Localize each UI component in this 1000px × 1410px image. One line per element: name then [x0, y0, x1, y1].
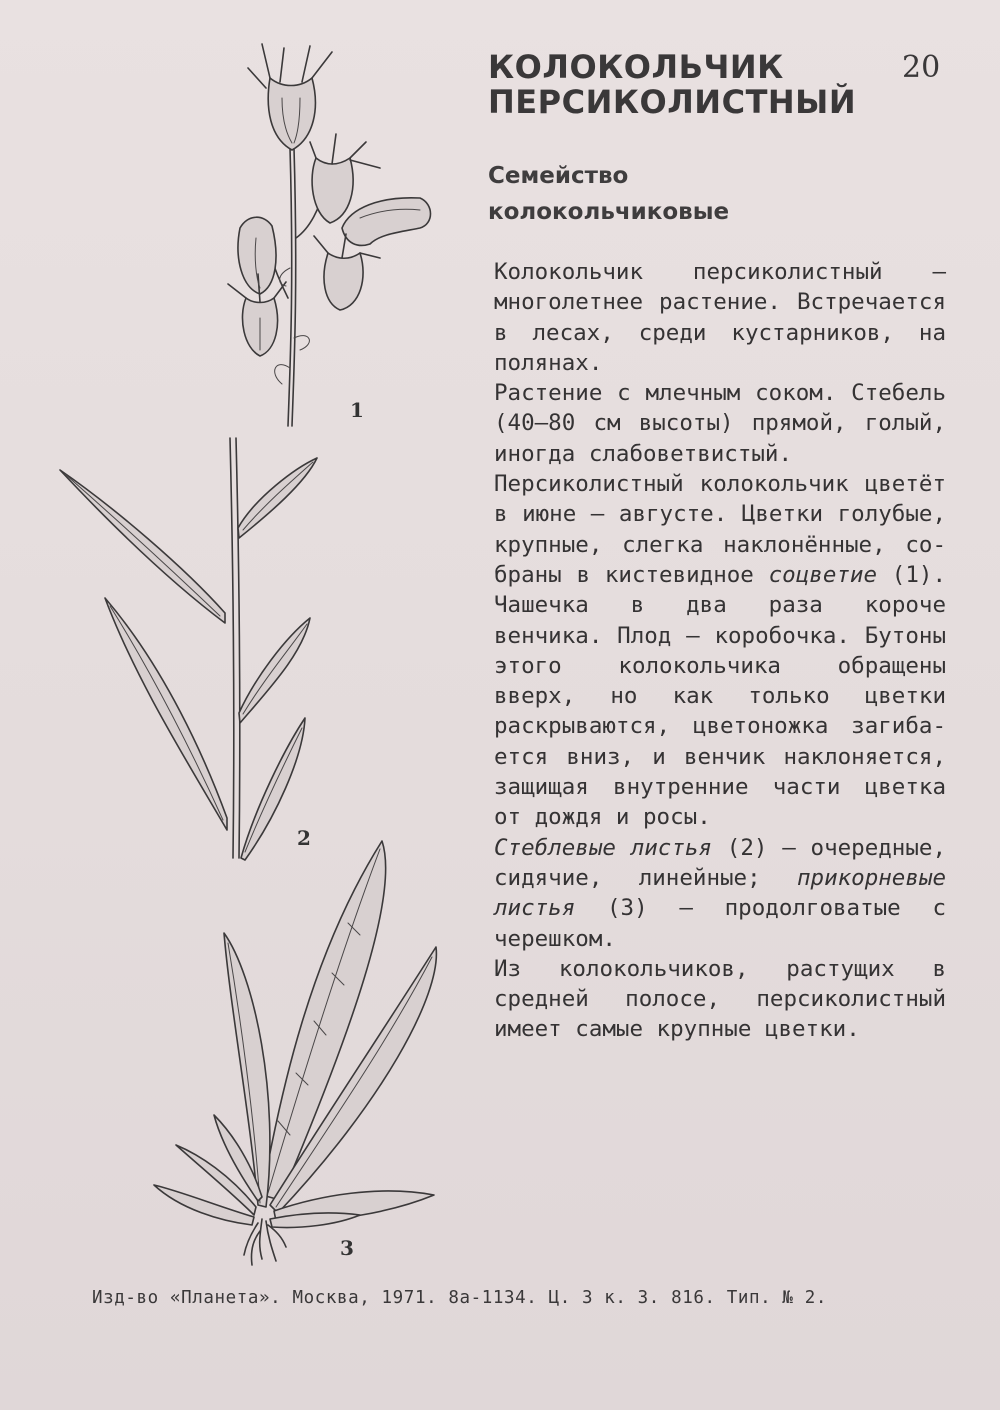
description-text [494, 257, 946, 1045]
title-line-2: ПЕРСИКОЛИСТНЫЙ [488, 83, 857, 121]
family-line-1: Семейство [488, 163, 629, 189]
paragraph-flowering-text-b: (1). Чашечка в два раза короче венчика. Плод — коробочка. Бутоны этого колокольчика обращены вверх, но как только цветки раскрываются, цветоножка загибается вниз, и венчик наклоняется, защищая внутренние части цветка от дождя и росы. [494, 561, 946, 831]
paragraph-comparison: Из колокольчиков, растущих в средней полосе, персиколистный имеет самые крупные цветки. [494, 955, 946, 1043]
family-heading [488, 158, 928, 230]
paragraph-stem: Растение с млечным соком. Стебель (40—80 см высоты) прямой, голый, иногда слабоветвистый. [494, 380, 946, 467]
term-stem-leaves: Стеблевые листья [494, 834, 712, 861]
paragraph-leaves [494, 833, 946, 954]
paragraph-leaves-text-b: (3) — продолговатые с черешком. [494, 895, 946, 952]
title-line-1: КОЛОКОЛЬЧИК [488, 48, 784, 86]
figure-label-2: 2 [297, 826, 311, 850]
inflorescence-illustration [220, 38, 450, 428]
paragraph-flowering [494, 469, 946, 833]
figure-label-1: 1 [350, 398, 364, 422]
term-inflorescence: соцветие [768, 561, 878, 588]
family-line-2: колокольчиковые [488, 199, 730, 225]
paragraph-leaves-text-a: (2) — очередные, сидячие, линейные; [494, 834, 946, 891]
figure-label-3: 3 [340, 1236, 354, 1260]
card-title [488, 50, 908, 120]
basal-leaves-illustration [150, 835, 450, 1275]
term-basal-leaves: прикорневые листья [494, 864, 946, 922]
paragraph-habitat: Колокольчик персиколистный — многолетнее растение. Встречается в лесах, среди кустарников, на полянах. [494, 259, 946, 376]
card-number: 20 [902, 50, 941, 85]
publisher-imprint: Изд-во «Планета». Москва, 1971. 8а-1134. Ц. 3 к. З. 816. Тип. № 2. [92, 1288, 827, 1308]
paragraph-flowering-text-a: Персиколистный колокольчик цветёт в июне — августе. Цветки голубые, крупные, слегка наклонённые, собраны в кистевидное [494, 471, 946, 588]
stem-leaves-illustration [55, 438, 325, 863]
